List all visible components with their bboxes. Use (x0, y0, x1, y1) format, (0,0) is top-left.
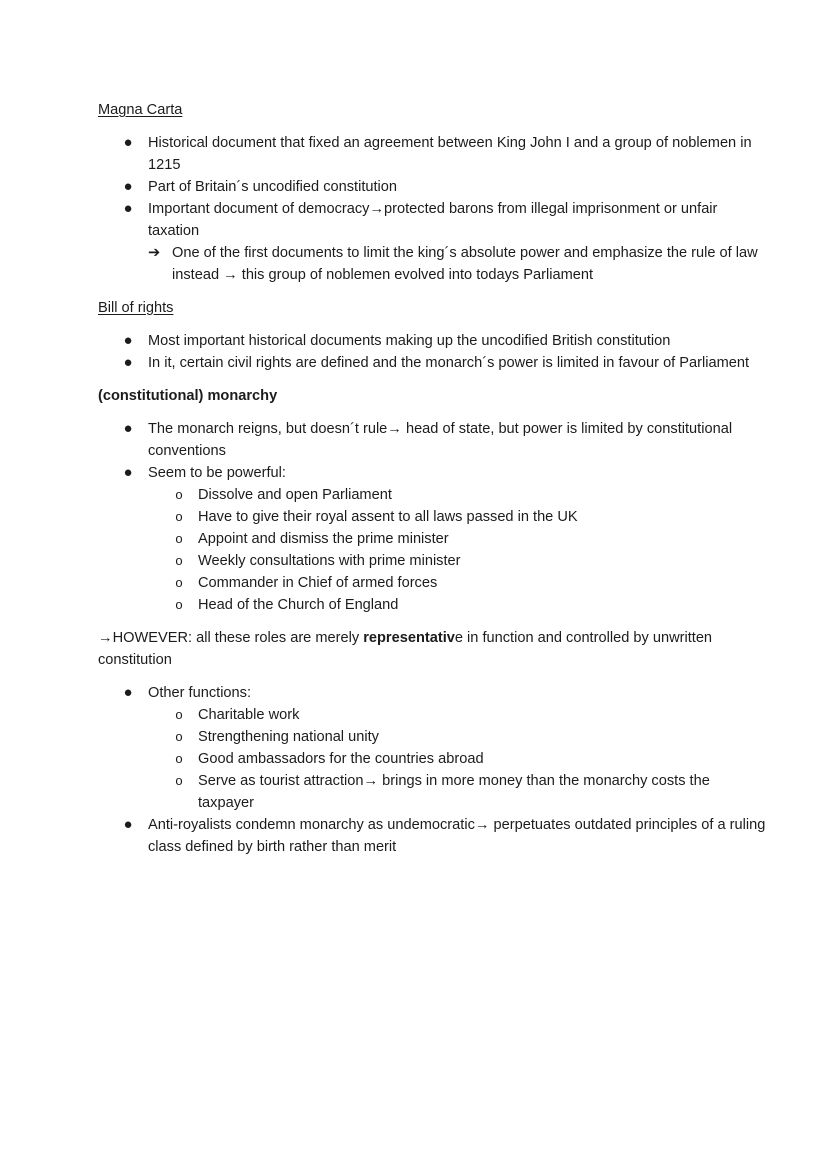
sublist-item: o Charitable work (98, 704, 768, 726)
circle-bullet-icon: o (175, 751, 183, 766)
heading-bill-of-rights: Bill of rights (98, 300, 174, 316)
bullet-icon: ● (123, 464, 133, 481)
circle-bullet-icon: o (175, 553, 183, 568)
sublist-item: o Strengthening national unity (98, 726, 768, 748)
list-item: ● Historical document that fixed an agreement between King John I and a group of noblemen in 1215 (123, 134, 752, 173)
circle-bullet-icon: o (175, 773, 183, 788)
other-functions-list (98, 682, 768, 858)
bill-of-rights-list (98, 330, 768, 374)
sublist-item: o Serve as tourist attraction→ brings in more money than the monarchy costs the taxpayer (98, 770, 768, 814)
list-item: ● Most important historical documents making up the uncodified British constitution (98, 330, 768, 352)
circle-bullet-icon: o (175, 575, 183, 590)
bullet-icon: ● (123, 178, 133, 195)
however-paragraph: →HOWEVER: all these roles are merely representative in function and controlled by unwritten constitution (98, 630, 713, 668)
list-item: ● The monarch reigns, but doesn´t rule→ head of state, but power is limited by constitutional conventions (123, 420, 733, 459)
sublist-item: o Dissolve and open Parliament (98, 484, 768, 506)
section-monarchy (98, 385, 768, 616)
heading-monarchy: (constitutional) monarchy (98, 388, 278, 404)
list-item: ● Anti-royalists condemn monarchy as undemocratic→ perpetuates outdated principles of a ruling class defined by birth rather than merit (123, 816, 766, 855)
magna-carta-list (98, 132, 768, 286)
list-item: ● Other functions: (98, 682, 768, 704)
circle-bullet-icon: o (175, 487, 183, 502)
bullet-icon: ● (123, 420, 133, 437)
sublist-item: o Have to give their royal assent to all laws passed in the UK (98, 506, 768, 528)
circle-bullet-icon: o (175, 531, 183, 546)
circle-bullet-icon: o (175, 597, 183, 612)
list-item: ● Part of Britain´s uncodified constitution (98, 176, 768, 198)
circle-bullet-icon: o (175, 729, 183, 744)
sublist-item: o Appoint and dismiss the prime minister (98, 528, 768, 550)
bullet-icon: ● (123, 200, 133, 217)
arrow-list-item: ➔ One of the first documents to limit the king´s absolute power and emphasize the rule of law instead → this group of noblemen evolved into todays Parliament (98, 242, 768, 286)
sublist-item: o Weekly consultations with prime minister (98, 550, 768, 572)
bullet-icon: ● (123, 332, 133, 349)
list-item: ● Seem to be powerful: (98, 462, 768, 484)
bullet-icon: ● (123, 134, 133, 151)
sublist-item: o Commander in Chief of armed forces (98, 572, 768, 594)
bullet-icon: ● (123, 816, 133, 833)
bullet-icon: ● (123, 354, 133, 371)
circle-bullet-icon: o (175, 509, 183, 524)
section-magna-carta (98, 99, 768, 286)
list-item: ● Important document of democracy→protected barons from illegal imprisonment or unfair taxation (123, 200, 718, 239)
circle-bullet-icon: o (175, 707, 183, 722)
bullet-icon: ● (123, 684, 133, 701)
section-bill-of-rights (98, 297, 768, 374)
section-other-functions (98, 682, 768, 858)
list-item: ● In it, certain civil rights are defined and the monarch´s power is limited in favour of Parliament (98, 352, 768, 374)
sublist-item: o Good ambassadors for the countries abroad (98, 748, 768, 770)
monarchy-list (98, 418, 768, 616)
arrow-right-icon: ➔ (148, 245, 161, 261)
heading-magna-carta: Magna Carta (98, 102, 183, 118)
sublist-item: o Head of the Church of England (98, 594, 768, 616)
